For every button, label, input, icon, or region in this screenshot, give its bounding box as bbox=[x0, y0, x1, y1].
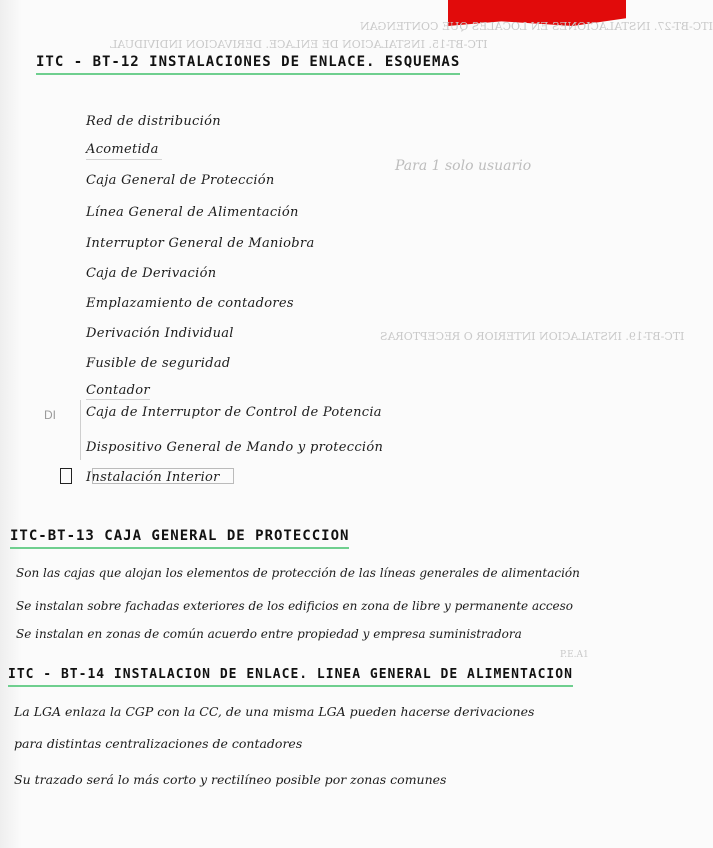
underline-rule bbox=[86, 159, 162, 160]
list-item: Interruptor General de Maniobra bbox=[86, 236, 315, 251]
list-item: Caja de Derivación bbox=[86, 266, 217, 281]
ghost-text-middle: ITC-BT-19. INSTALACION INTERIOR O RECEPTORAS bbox=[380, 330, 685, 343]
list-item: Derivación Individual bbox=[86, 326, 234, 341]
list-item: Fusible de seguridad bbox=[86, 356, 231, 371]
bt14-line: La LGA enlaza la CGP con la CC, de una misma LGA pueden hacerse derivaciones bbox=[14, 704, 535, 719]
list-item: Dispositivo General de Mando y protección bbox=[86, 440, 384, 455]
list-item: Línea General de Alimentación bbox=[86, 205, 299, 220]
heading-itc-bt-14 bbox=[8, 667, 573, 682]
list-item: Instalación Interior bbox=[86, 470, 220, 485]
ghost-text-single-user: Para 1 solo usuario bbox=[395, 158, 532, 174]
bt13-line: Son las cajas que alojan los elementos de protección de las líneas generales de alimentación bbox=[16, 566, 580, 580]
heading-itc-bt-13 bbox=[10, 528, 349, 544]
heading-itc-bt-13-text: ITC-BT-13 CAJA GENERAL DE PROTECCION bbox=[10, 528, 350, 544]
list-item: Caja de Interruptor de Control de Potencia bbox=[86, 405, 382, 420]
bt13-line: Se instalan sobre fachadas exteriores de los edificios en zona de libre y permanente acceso bbox=[16, 599, 574, 613]
bt14-line: para distintas centralizaciones de contadores bbox=[14, 736, 303, 751]
ghost-text-top-left: ITC-BT-15. INSTALACION DE ENLACE. DERIVACION INDIVIDUAL bbox=[110, 38, 488, 51]
heading-underline bbox=[36, 73, 460, 75]
instalacion-interior-box bbox=[92, 468, 234, 484]
bt13-line: Se instalan en zonas de común acuerdo entre propiedad y empresa suministradora bbox=[16, 627, 522, 641]
heading-underline bbox=[8, 685, 573, 687]
ghost-text-top-right: ITC-BT-27. INSTALACIONES EN LOCALES QUE CONTENGAN bbox=[360, 20, 713, 33]
page-left-shadow bbox=[0, 0, 22, 848]
heading-itc-bt-14-text: ITC - BT-14 INSTALACION DE ENLACE. LINEA GENERAL DE ALIMENTACION bbox=[8, 667, 573, 682]
di-bracket bbox=[80, 400, 81, 460]
heading-itc-bt-12-text: ITC - BT-12 INSTALACIONES DE ENLACE. ESQUEMAS bbox=[36, 54, 461, 70]
list-item: Contador bbox=[86, 383, 150, 398]
list-item: Emplazamiento de contadores bbox=[86, 296, 294, 311]
list-item: Acometida bbox=[86, 142, 159, 157]
ii-box bbox=[60, 468, 72, 484]
heading-underline bbox=[10, 547, 349, 549]
ghost-text-small: P.E.A1 bbox=[560, 650, 589, 660]
bt14-line: Su trazado será lo más corto y rectilíneo posible por zonas comunes bbox=[14, 772, 447, 787]
list-item: Red de distribución bbox=[86, 114, 221, 129]
di-label: DI bbox=[44, 408, 56, 422]
heading-itc-bt-12 bbox=[36, 54, 460, 70]
list-item: Caja General de Protección bbox=[86, 173, 275, 188]
underline-rule bbox=[86, 399, 150, 400]
